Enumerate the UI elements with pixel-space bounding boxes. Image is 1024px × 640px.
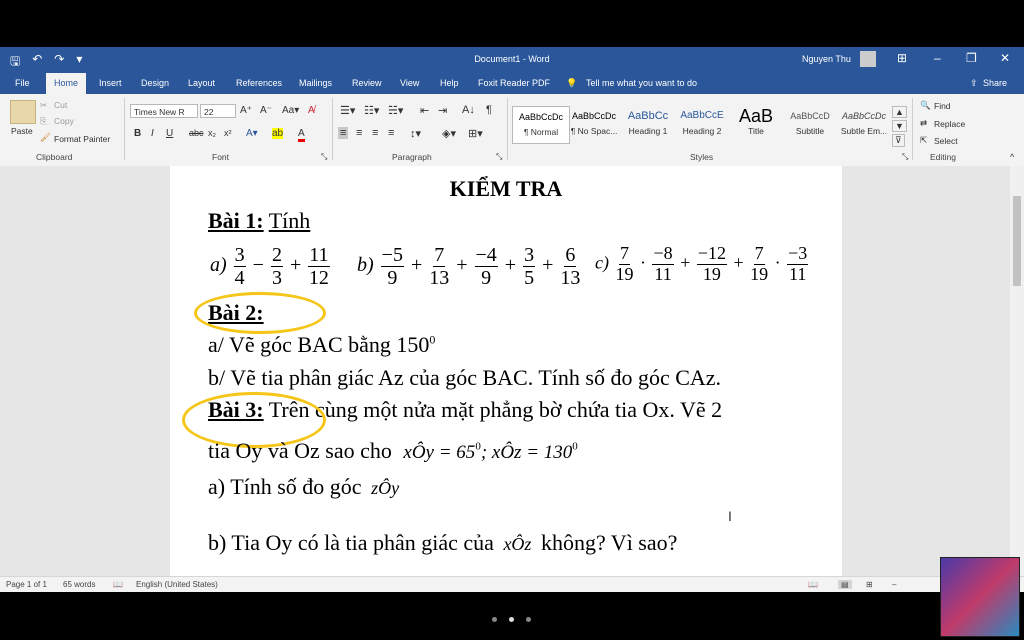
clear-format-icon[interactable]: A̸: [308, 105, 315, 116]
fraction-numerator: 7: [754, 243, 764, 263]
bai1-text: Tính: [268, 208, 311, 233]
clipboard-group-label: Clipboard: [36, 152, 73, 162]
fraction-denominator: 13: [429, 267, 450, 289]
vertical-scrollbar[interactable]: [1010, 166, 1024, 576]
style-name: Heading 1: [628, 126, 668, 136]
subscript-icon[interactable]: x₂: [208, 128, 216, 138]
expr-c-prefix: c): [595, 252, 609, 273]
scrollbar-thumb[interactable]: [1013, 196, 1021, 286]
fraction-denominator: 9: [387, 267, 398, 289]
style-preview: AaBbCcDc: [841, 111, 886, 121]
bai1-line: [208, 208, 310, 234]
bai3-text: Trên cùng một nửa mặt phẳng bờ chứa tia Ox. Vẽ 2: [263, 397, 723, 422]
expr-a-prefix: a): [210, 254, 227, 277]
operator: −: [252, 254, 264, 277]
style-name: Heading 2: [682, 126, 722, 136]
copy-icon[interactable]: ⎘: [40, 116, 47, 126]
operator: +: [456, 254, 468, 277]
operator: +: [410, 254, 423, 277]
bai3-b-end: không? Vì sao?: [540, 530, 678, 555]
strikethrough-icon[interactable]: abc: [189, 128, 204, 138]
pager-dot[interactable]: [492, 617, 497, 622]
presenter-thumbnail: [940, 557, 1020, 637]
language-status[interactable]: English (United States): [136, 580, 218, 589]
operator: +: [680, 252, 691, 273]
style-heading-2[interactable]: [674, 106, 730, 142]
ribbon-display-icon[interactable]: ⊞: [897, 51, 908, 65]
fraction-denominator: 3: [271, 267, 282, 289]
grow-font-icon[interactable]: A⁺: [240, 105, 252, 116]
font-group-label: Font: [212, 152, 230, 162]
style-preview: AaBbCcE: [680, 110, 724, 121]
bai3-line2-text: tia Oy và Oz sao cho: [208, 438, 392, 463]
fraction-denominator: 13: [560, 267, 581, 289]
fraction-numerator: 7: [619, 243, 629, 263]
shrink-font-icon[interactable]: A⁻: [260, 105, 272, 116]
separator: [507, 98, 508, 160]
share-button[interactable]: Share: [983, 78, 1008, 88]
shading-icon[interactable]: ◈▾: [442, 128, 456, 140]
fraction-numerator: 7: [434, 244, 445, 266]
styles-group-label: Styles: [690, 152, 714, 162]
style-subtitle[interactable]: [782, 106, 838, 142]
bullets-icon[interactable]: ☰▾: [340, 105, 356, 117]
font-name-box[interactable]: Times New R: [130, 104, 198, 118]
paragraph-dialog-launcher-icon[interactable]: ⤡: [496, 152, 503, 161]
style-preview: AaBbCcD: [790, 111, 830, 121]
expression-b: [357, 244, 582, 289]
expression-a: [210, 244, 332, 289]
tab-view[interactable]: View: [400, 78, 420, 88]
paste-icon[interactable]: [10, 100, 36, 124]
styles-more-icon[interactable]: ⊽: [892, 134, 905, 147]
fraction-denominator: 19: [615, 263, 634, 284]
cut-button[interactable]: Cut: [54, 100, 68, 110]
font-dialog-launcher-icon[interactable]: ⤡: [321, 152, 328, 161]
fraction-numerator: 6: [565, 244, 576, 266]
tab-references[interactable]: References: [236, 78, 283, 88]
increase-indent-icon[interactable]: ⇥: [438, 105, 448, 117]
align-right-icon[interactable]: ≡: [372, 127, 379, 139]
style-no-spacing[interactable]: [566, 106, 622, 142]
angle-zoy: zÔy: [371, 478, 400, 498]
customize-qat-icon[interactable]: ▾: [76, 52, 83, 66]
word-count[interactable]: 65 words: [63, 580, 96, 589]
tab-design[interactable]: Design: [141, 78, 170, 88]
separator: [124, 98, 125, 160]
separator: [332, 98, 333, 160]
replace-icon[interactable]: ⇄: [920, 118, 928, 128]
replace-button[interactable]: Replace: [934, 119, 966, 129]
degree-superscript: 0: [475, 440, 481, 453]
text-cursor-icon: I: [728, 508, 732, 524]
fraction-numerator: 3: [524, 244, 535, 266]
style-preview: AaBbCcDc: [571, 111, 616, 121]
style-heading-1[interactable]: [620, 106, 676, 142]
bai2-a-text: a/ Vẽ góc BAC bằng 150: [208, 332, 430, 357]
underline-icon[interactable]: U: [166, 128, 174, 139]
borders-icon[interactable]: ⊞▾: [468, 128, 483, 140]
style-name: Subtle Em...: [840, 126, 888, 136]
undo-icon[interactable]: ↶: [32, 52, 43, 66]
ribbon-tabs: [0, 72, 1024, 94]
numbering-icon[interactable]: ☷▾: [364, 105, 380, 117]
pager-dot-active[interactable]: [509, 617, 514, 622]
avatar[interactable]: [860, 51, 876, 67]
fraction-numerator: −4: [475, 244, 497, 266]
paragraph-group-label: Paragraph: [392, 152, 432, 162]
angle-xoy: xÔy = 65: [403, 442, 476, 463]
decrease-indent-icon[interactable]: ⇤: [420, 105, 430, 117]
fraction-denominator: 19: [750, 263, 769, 284]
fraction-denominator: 11: [654, 263, 672, 284]
format-painter-button[interactable]: Format Painter: [54, 134, 111, 144]
font-color-icon[interactable]: A: [298, 128, 305, 142]
font-size-box[interactable]: 22: [200, 104, 236, 118]
styles-scroll-up-icon[interactable]: ▲: [892, 106, 907, 118]
operator: +: [504, 254, 517, 277]
styles-dialog-launcher-icon[interactable]: ⤡: [902, 152, 909, 161]
styles-scroll-down-icon[interactable]: ▼: [892, 120, 907, 132]
text-effects-icon[interactable]: A▾: [246, 128, 258, 139]
fraction-denominator: 12: [308, 267, 329, 289]
separator: [912, 98, 913, 160]
style-subtle-emphasis[interactable]: [836, 106, 892, 142]
fraction-numerator: −5: [381, 244, 403, 266]
tab-foxit[interactable]: Foxit Reader PDF: [478, 78, 551, 88]
bold-icon[interactable]: B: [134, 128, 142, 139]
maximize-icon[interactable]: ❐: [966, 51, 977, 65]
angle-xoz: ; xÔz = 130: [480, 442, 573, 463]
angle-xoz-2: xÔz: [503, 534, 532, 554]
style-name: Subtitle: [795, 126, 825, 136]
share-icon: ⇪: [970, 78, 978, 88]
minimize-icon[interactable]: –: [934, 51, 941, 65]
lightbulb-icon: 💡: [566, 78, 578, 88]
fraction-denominator: 4: [234, 267, 245, 289]
zoom-out-icon[interactable]: –: [892, 580, 897, 589]
status-bar: [0, 576, 1024, 593]
bai1-label: Bài 1:: [208, 208, 264, 233]
redo-icon[interactable]: ↷: [54, 52, 65, 66]
operator: ·: [774, 252, 781, 273]
read-mode-icon[interactable]: 📖: [808, 580, 818, 589]
web-layout-icon[interactable]: ⊞: [866, 580, 873, 589]
page-count[interactable]: Page 1 of 1: [6, 580, 47, 589]
italic-icon[interactable]: I: [151, 128, 154, 139]
show-marks-icon[interactable]: ¶: [486, 104, 492, 116]
change-case-icon[interactable]: Aa▾: [282, 105, 300, 116]
bai3-label: Bài 3:: [208, 397, 264, 422]
pager-dot[interactable]: [526, 617, 531, 622]
style-name: Title: [748, 126, 764, 136]
fraction-denominator: 19: [702, 263, 721, 284]
bai3-part-a: [208, 474, 399, 500]
multilevel-list-icon[interactable]: ☵▾: [388, 105, 404, 117]
superscript-icon[interactable]: x²: [224, 128, 232, 138]
justify-icon[interactable]: ≡: [388, 127, 395, 139]
proofing-icon[interactable]: 📖: [113, 580, 123, 589]
tab-review[interactable]: Review: [352, 78, 382, 88]
style-preview: AaBbCcDc: [518, 112, 563, 122]
tab-mailings[interactable]: Mailings: [299, 78, 333, 88]
document-heading: KIỂM TRA: [449, 176, 563, 201]
fraction-numerator: −12: [697, 243, 726, 263]
title-bar: [0, 47, 1024, 72]
document-title: Document1 - Word: [474, 54, 550, 64]
editing-group-label: Editing: [930, 152, 956, 162]
style-name: ¶ No Spac...: [570, 126, 618, 136]
ribbon: [0, 94, 1024, 167]
align-left-icon[interactable]: ≡: [340, 127, 347, 139]
degree-superscript: 0: [572, 440, 578, 453]
select-icon[interactable]: ⇱: [920, 135, 928, 145]
align-center-icon[interactable]: ≡: [356, 127, 363, 139]
tab-layout[interactable]: Layout: [188, 78, 216, 88]
yellow-circle-annotation: [194, 292, 326, 334]
format-painter-icon[interactable]: 🖌: [40, 132, 51, 142]
fraction-numerator: 11: [309, 244, 329, 266]
bai2-part-a: [208, 332, 435, 358]
bai2-part-b: b/ Vẽ tia phân giác Az của góc BAC. Tính số đo góc CAz.: [208, 365, 722, 390]
sort-icon[interactable]: A↓: [462, 104, 475, 116]
cut-icon[interactable]: ✂: [40, 100, 48, 110]
style-name: ¶ Normal: [523, 127, 559, 137]
select-button[interactable]: Select: [934, 136, 958, 146]
style-title[interactable]: [728, 106, 784, 142]
tab-home[interactable]: Home: [46, 73, 86, 94]
fraction-numerator: 2: [271, 244, 282, 266]
close-icon[interactable]: ✕: [1000, 51, 1011, 65]
fraction-numerator: 3: [234, 244, 245, 266]
bai3-line-2: [208, 438, 578, 464]
find-button[interactable]: Find: [934, 101, 951, 111]
operator: +: [542, 254, 554, 277]
operator: ·: [639, 252, 646, 273]
video-bottom-bar: [0, 592, 1024, 640]
collapse-ribbon-icon[interactable]: ^: [1010, 152, 1015, 162]
fraction-numerator: −8: [653, 243, 673, 263]
find-icon[interactable]: 🔍: [920, 100, 931, 110]
fraction-denominator: 11: [789, 263, 807, 284]
tab-help[interactable]: Help: [440, 78, 459, 88]
style-normal[interactable]: [512, 106, 570, 144]
bai2-label: Bài 2:: [208, 300, 264, 325]
fraction-numerator: −3: [788, 243, 808, 263]
copy-button[interactable]: Copy: [54, 116, 74, 126]
degree-superscript: 0: [429, 332, 436, 347]
fraction-denominator: 5: [524, 267, 535, 289]
document-page[interactable]: [170, 166, 842, 576]
style-preview: AaBbCc: [627, 110, 669, 122]
bai3-a-text: a) Tính số đo góc: [208, 474, 362, 499]
expr-b-prefix: b): [357, 254, 374, 277]
tab-insert[interactable]: Insert: [99, 78, 122, 88]
bai3-part-b: [208, 530, 677, 556]
tell-me-box[interactable]: Tell me what you want to do: [586, 78, 698, 88]
tab-file[interactable]: File: [15, 78, 30, 88]
highlight-icon[interactable]: ab: [272, 128, 284, 139]
user-name[interactable]: Nguyen Thu: [802, 54, 851, 64]
expression-c: [595, 244, 810, 285]
style-preview: AaB: [738, 106, 774, 126]
save-icon[interactable]: 🖫: [10, 54, 21, 68]
video-top-bar: [0, 0, 1024, 47]
operator: +: [289, 254, 302, 277]
print-layout-icon[interactable]: ▤: [838, 580, 852, 589]
line-spacing-icon[interactable]: ↕▾: [410, 128, 422, 140]
fraction-denominator: 9: [481, 267, 492, 289]
bai3-b-text: b) Tia Oy có là tia phân giác của: [208, 530, 494, 555]
operator: +: [733, 252, 744, 273]
paste-button[interactable]: Paste: [11, 126, 33, 136]
